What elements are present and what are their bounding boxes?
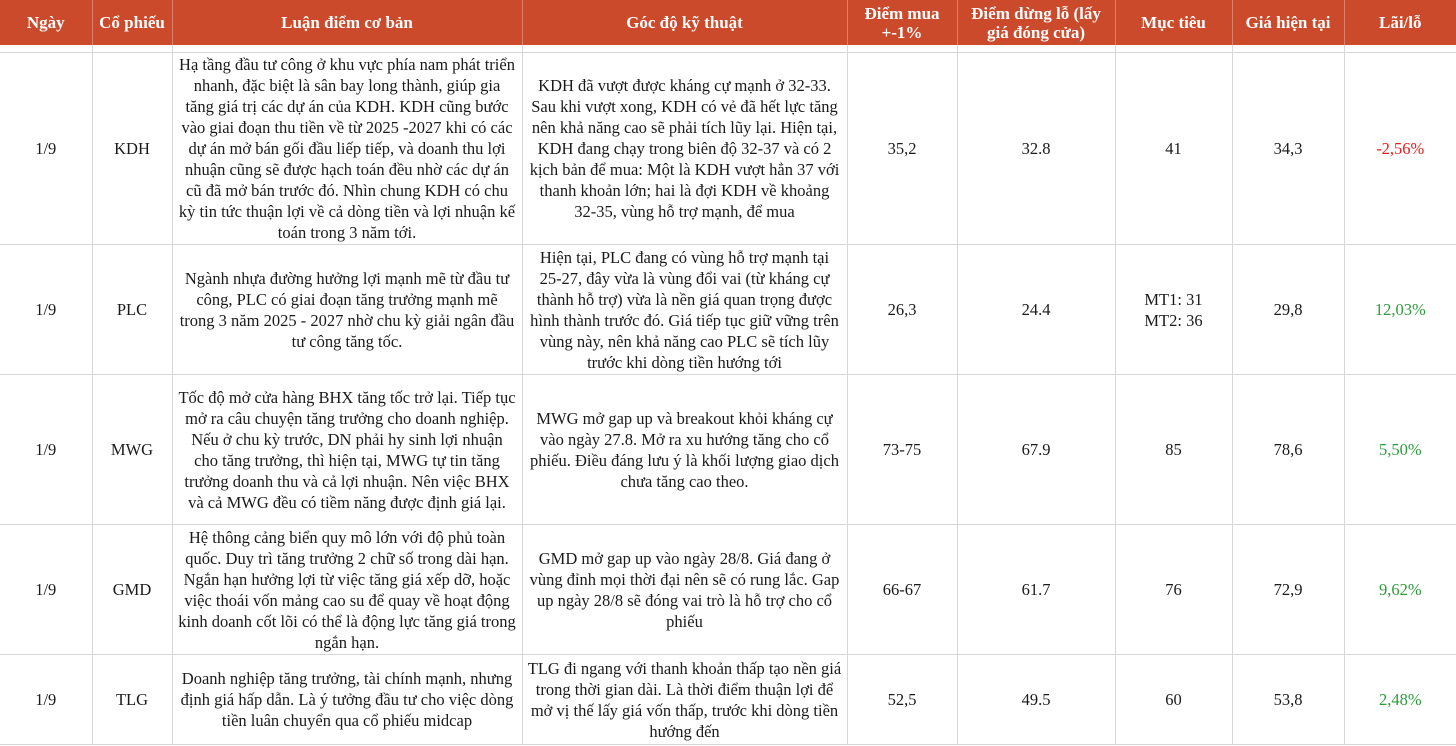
target-value: 41 — [1165, 139, 1182, 158]
table-row — [0, 525, 1456, 655]
target-cell — [1115, 375, 1232, 525]
target-value: 85 — [1165, 440, 1182, 459]
table-row — [0, 655, 1456, 745]
target-value: 76 — [1165, 580, 1182, 599]
header-current-price: Giá hiện tại — [1232, 0, 1344, 45]
stop-loss-cell: 49.5 — [957, 655, 1115, 745]
current-price-cell: 78,6 — [1232, 375, 1344, 525]
current-price-cell: 72,9 — [1232, 525, 1344, 655]
thesis-cell: Ngành nhựa đường hưởng lợi mạnh mẽ từ đầu tư công, PLC có giai đoạn tăng trưởng mạnh mẽ trong 3 năm 2025 - 2027 nhờ chu kỳ giải ngân đầu tư công tăng tốc. — [172, 245, 522, 375]
buy-point-cell: 26,3 — [847, 245, 957, 375]
header-row — [0, 0, 1456, 45]
thesis-cell: Tốc độ mở cửa hàng BHX tăng tốc trở lại. Tiếp tục mở ra câu chuyện tăng trưởng cho doanh nghiệp. Nếu ở chu kỳ trước, DN phải hy sinh lợi nhuận cho tăng trưởng, thì hiện tại, MWG tự tin tăng trưởng doanh thu và cả lợi nhuận. Nên việc BHX và cả MWG đều có tiềm năng được định giá lại. — [172, 375, 522, 525]
ticker-cell: KDH — [92, 53, 172, 245]
buy-point-cell: 52,5 — [847, 655, 957, 745]
table-row — [0, 245, 1456, 375]
thesis-cell: Hệ thông cảng biển quy mô lớn với độ phủ toàn quốc. Duy trì tăng trưởng 2 chữ số trong dài hạn. Ngắn hạn hưởng lợi từ việc tăng giá xếp dỡ, hoặc việc thoái vốn mảng cao su để quay về hoạt động kinh doanh cốt lõi có thể là động lực tăng giá trong ngắn hạn. — [172, 525, 522, 655]
header-profit-loss: Lãi/lỗ — [1344, 0, 1456, 45]
date-cell: 1/9 — [0, 245, 92, 375]
technical-cell: MWG mở gap up và breakout khỏi kháng cự vào ngày 27.8. Mở ra xu hướng tăng cho cổ phiếu. Điều đáng lưu ý là khối lượng giao dịch chưa tăng cao theo. — [522, 375, 847, 525]
technical-cell: GMD mở gap up vào ngày 28/8. Giá đang ở vùng đỉnh mọi thời đại nên sẽ có rung lắc. Gap up ngày 28/8 sẽ đóng vai trò là hỗ trợ cho cổ phiếu — [522, 525, 847, 655]
header-buy-point: Điểm mua +-1% — [847, 0, 957, 45]
thesis-cell: Hạ tầng đầu tư công ở khu vực phía nam phát triển nhanh, đặc biệt là sân bay long thành, giúp gia tăng giá trị các dự án của KDH. KDH cũng bước vào giai đoạn thu tiền về từ 2025 -2027 khi có các dự án mở bán gối đầu liếp tiếp, và doanh thu lợi nhuận cũng sẽ được hạch toán đều nhờ các dự án cũ đã mở bán trước đó. Nhìn chung KDH có chu kỳ tin tức thuận lợi về cả dòng tiền và lợi nhuận kế toán trong 3 năm tới. — [172, 53, 522, 245]
profit-loss-cell: 9,62% — [1344, 525, 1456, 655]
target-cell — [1115, 655, 1232, 745]
current-price-cell: 53,8 — [1232, 655, 1344, 745]
table-row — [0, 375, 1456, 525]
date-cell: 1/9 — [0, 525, 92, 655]
target-cell — [1115, 525, 1232, 655]
table-row — [0, 53, 1456, 245]
current-price-cell: 29,8 — [1232, 245, 1344, 375]
profit-loss-cell: -2,56% — [1344, 53, 1456, 245]
profit-loss-cell: 2,48% — [1344, 655, 1456, 745]
header-target: Mục tiêu — [1115, 0, 1232, 45]
technical-cell: Hiện tại, PLC đang có vùng hỗ trợ mạnh tại 25-27, đây vừa là vùng đổi vai (từ kháng cự thành hỗ trợ) vừa là nền giá quan trọng được hình thành trước đó. Giá tiếp tục giữ vững trên vùng này, nên khả năng cao PLC sẽ tích lũy trước khi dòng tiền hướng tới — [522, 245, 847, 375]
date-cell: 1/9 — [0, 655, 92, 745]
header-stop-loss: Điểm dừng lỗ (lấy giá đóng cửa) — [957, 0, 1115, 45]
spacer-row — [0, 45, 1456, 53]
target-cell — [1115, 245, 1232, 375]
header-date: Ngày — [0, 0, 92, 45]
stop-loss-cell: 61.7 — [957, 525, 1115, 655]
ticker-cell: TLG — [92, 655, 172, 745]
buy-point-cell: 66-67 — [847, 525, 957, 655]
target-value: MT2: 36 — [1144, 310, 1203, 330]
stop-loss-cell: 32.8 — [957, 53, 1115, 245]
current-price-cell: 34,3 — [1232, 53, 1344, 245]
date-cell: 1/9 — [0, 53, 92, 245]
stop-loss-cell: 67.9 — [957, 375, 1115, 525]
stop-loss-cell: 24.4 — [957, 245, 1115, 375]
header-thesis: Luận điểm cơ bản — [172, 0, 522, 45]
buy-point-cell: 35,2 — [847, 53, 957, 245]
ticker-cell: PLC — [92, 245, 172, 375]
target-value: MT1: 31 — [1144, 289, 1203, 309]
target-cell — [1115, 53, 1232, 245]
date-cell: 1/9 — [0, 375, 92, 525]
header-technical: Góc độ kỹ thuật — [522, 0, 847, 45]
technical-cell: TLG đi ngang với thanh khoản thấp tạo nền giá trong thời gian dài. Là thời điểm thuận lợi để mở vị thế lấy giá vốn thấp, trước khi dòng tiền hướng đến — [522, 655, 847, 745]
buy-point-cell: 73-75 — [847, 375, 957, 525]
thesis-cell: Doanh nghiệp tăng trưởng, tài chính mạnh, nhưng định giá hấp dẫn. Là ý tưởng đầu tư cho việc dòng tiền luân chuyển qua cổ phiếu midcap — [172, 655, 522, 745]
profit-loss-cell: 5,50% — [1344, 375, 1456, 525]
header-ticker: Cổ phiếu — [92, 0, 172, 45]
technical-cell: KDH đã vượt được kháng cự mạnh ở 32-33. Sau khi vượt xong, KDH có vẻ đã hết lực tăng nên khả năng cao sẽ phải tích lũy lại. Hiện tại, KDH đang chạy trong biên độ 32-37 và có 2 kịch bản để mua: Một là KDH vượt hẳn 37 với thanh khoản lớn; hai là đợi KDH về khoảng 32-35, vùng hỗ trợ mạnh, để mua — [522, 53, 847, 245]
ticker-cell: GMD — [92, 525, 172, 655]
target-value: 60 — [1165, 690, 1182, 709]
ticker-cell: MWG — [92, 375, 172, 525]
profit-loss-cell: 12,03% — [1344, 245, 1456, 375]
